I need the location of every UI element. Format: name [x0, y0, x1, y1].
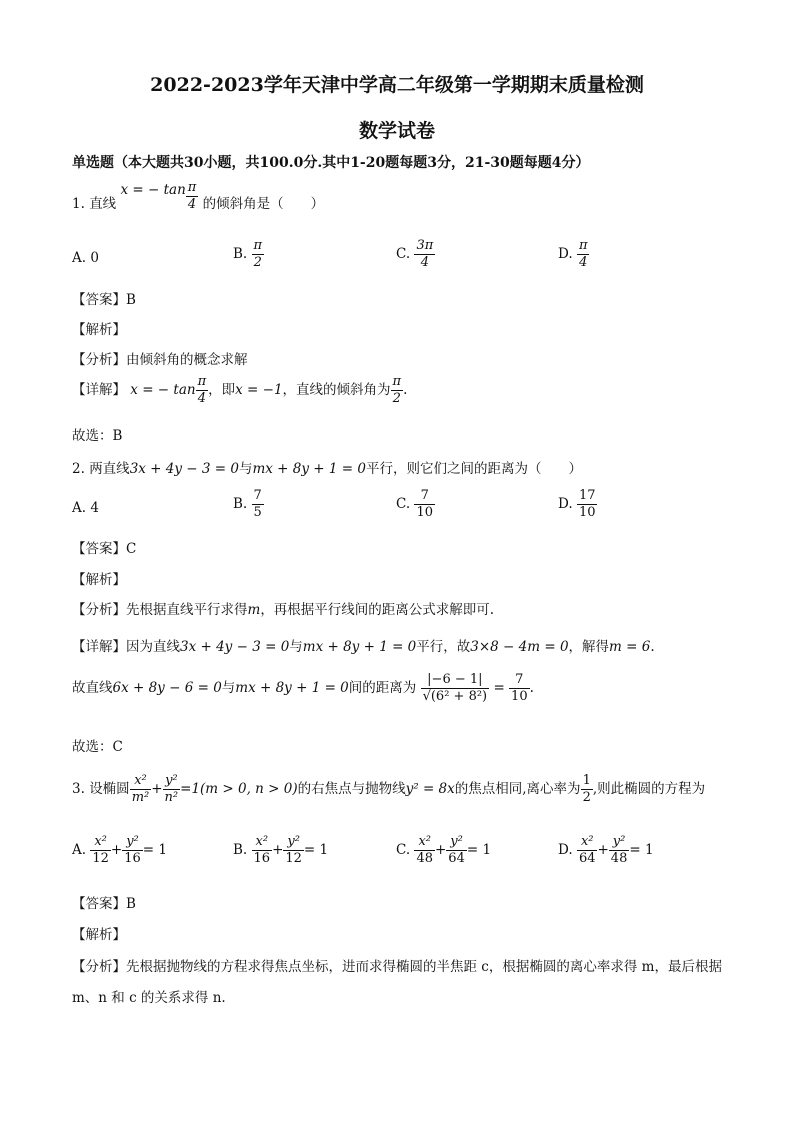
- q1-answer: 【答案】B: [72, 292, 136, 308]
- q3-option-c: C. $\frac{\text{x²}}{48}$ + $\frac{\text{y²}}{64}$ = 1: [396, 834, 492, 866]
- page-title: 2022-2023学年天津中学高二年级第一学期期末质量检测: [150, 74, 644, 96]
- q3-option-a: A. $\frac{\text{x²}}{12}$ + $\frac{\text{y²}}{16}$ = 1: [72, 834, 167, 866]
- q2-detail: 【详解】因为直线3x + 4y − 3 = 0与mx + 8y + 1 = 0平行，故3×8 − 4m = 0，解得m = 6.: [72, 639, 655, 655]
- q1-detail: 【详解】 x = − tan $\frac{\pi}{4}$ ，即x = −1，直线的倾斜角为 $\frac{\pi}{2}$ .: [72, 374, 408, 406]
- q3-answer: 【答案】B: [72, 896, 136, 912]
- q1-choose: 故选：B: [72, 428, 123, 444]
- page-subtitle: 数学试卷: [358, 120, 435, 142]
- q2-answer: 【答案】C: [72, 541, 137, 557]
- q2-option-d: D. $\frac{17}{10}$: [558, 488, 596, 520]
- q3-fenxi-line2: m、n 和 c 的关系求得 n.: [72, 990, 226, 1006]
- question-1: 1. 直线 x = − tan $\frac{\pi}{4}$ 的倾斜角是（ ）: [72, 180, 325, 212]
- q3-jiexi: 【解析】: [72, 927, 126, 943]
- q2-option-b: B. $\frac{7}{5}$: [233, 488, 262, 520]
- q2-fenxi: 【分析】先根据直线平行求得m，再根据平行线间的距离公式求解即可.: [72, 602, 495, 618]
- q3-fenxi-line1: 【分析】先根据抛物线的方程求得焦点坐标，进而求得椭圆的半焦距 c，根据椭圆的离心率求得 m，最后根据: [72, 959, 722, 975]
- q1-fenxi: 【分析】由倾斜角的概念求解: [72, 352, 248, 368]
- q2-option-a: A. 4: [72, 500, 99, 516]
- q3-option-b: B. $\frac{\text{x²}}{16}$ + $\frac{\text{y²}}{12}$ = 1: [233, 834, 329, 866]
- question-2: 2. 两直线3x + 4y − 3 = 0与mx + 8y + 1 = 0平行，则它们之间的距离为（ ）: [72, 461, 582, 477]
- q2-choose: 故选：C: [72, 739, 123, 755]
- section-heading: 单选题（本大题共30小题，共100.0分.其中1-20题每题3分，21-30题每题4分）: [72, 155, 590, 171]
- q1-option-c: C. $\frac{3\pi}{4}$: [396, 238, 434, 270]
- q1-option-a: A. 0: [72, 250, 99, 266]
- q1-option-d: D. $\frac{\pi}{4}$: [558, 238, 588, 270]
- q1-option-b: B. $\frac{\pi}{2}$: [233, 238, 263, 270]
- q2-option-c: C. $\frac{7}{10}$: [396, 488, 433, 520]
- q2-jiexi: 【解析】: [72, 572, 126, 588]
- q3-option-d: D. $\frac{\text{x²}}{64}$ + $\frac{\text{y²}}{48}$ = 1: [558, 834, 654, 866]
- q1-jiexi: 【解析】: [72, 322, 126, 338]
- q2-distance: 故直线6x + 8y − 6 = 0与mx + 8y + 1 = 0间的距离为 $\frac{|-6 - 1|}{\text{√(6² + 8²)}}$ = $\frac{7}{10}$ .: [72, 672, 534, 704]
- question-3: 3. 设椭圆 $\frac{\text{x²}}{\text{m²}}$ + $\frac{\text{y²}}{\text{n²}}$ =1(m > 0, n > 0)的右焦点与抛物线y² = 8x的焦点相同,离心率为 $\frac{1}{2}$ ,则此椭圆的方程为: [72, 773, 706, 805]
